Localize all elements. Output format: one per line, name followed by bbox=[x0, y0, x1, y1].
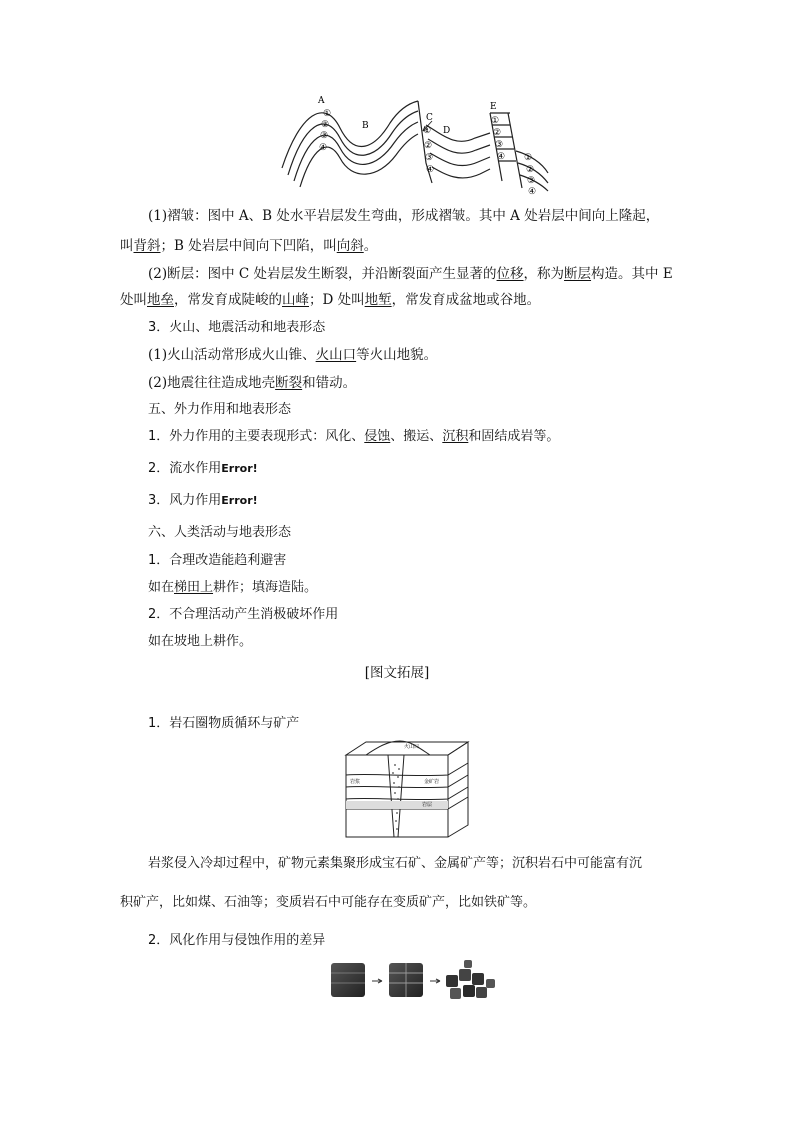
layer-mark: ① bbox=[323, 109, 332, 119]
layer-mark: ④ bbox=[319, 143, 328, 153]
layer-mark: ② bbox=[424, 141, 433, 151]
layer-mark: ④ bbox=[528, 187, 537, 197]
wind-action-line: 3．风力作用Error! bbox=[148, 493, 258, 508]
layer-mark: ① bbox=[524, 153, 533, 163]
layer-mark: ③ bbox=[425, 153, 434, 163]
external-forces-line: 1．外力作用的主要表现形式：风化、侵蚀、搬运、沉积和固结成岩等。 bbox=[148, 429, 560, 444]
slope-line: 如在坡地上耕作。 bbox=[148, 634, 253, 649]
label-D: D bbox=[443, 126, 451, 136]
section-6-heading: 六、人类活动与地表形态 bbox=[148, 525, 292, 540]
section-5-heading: 五、外力作用和地表形态 bbox=[148, 402, 292, 417]
reasonable-line: 1．合理改造能趋利避害 bbox=[148, 553, 287, 568]
label-E: E bbox=[490, 102, 497, 112]
label-C: C bbox=[426, 113, 433, 123]
terrace-line: 如在梯田上耕作；填海造陆。 bbox=[148, 580, 318, 595]
answer-displacement: 位移 bbox=[496, 266, 524, 282]
fault-paragraph-line1: (2)断层：图中 C 处岩层发生断裂，并沿断裂面产生显著的位移，称为断层构造。其中 E bbox=[148, 266, 673, 282]
layer-mark: ② bbox=[493, 128, 502, 138]
rock-cycle-paragraph-line2: 积矿产，比如煤、石油等；变质岩石中可能存在变质矿产，比如铁矿等。 bbox=[120, 895, 537, 910]
answer-fracture: 断裂 bbox=[275, 375, 303, 391]
layer-mark: ③ bbox=[320, 131, 329, 141]
fold-paragraph-line2: 叫背斜；B 处岩层中间向下凹陷，叫向斜。 bbox=[120, 238, 378, 254]
stratum-label: 岩层 bbox=[422, 802, 433, 808]
magma-label: 岩浆 bbox=[350, 779, 361, 785]
answer-horst: 地垒 bbox=[147, 292, 174, 308]
answer-erosion: 侵蚀 bbox=[364, 429, 391, 444]
error-field: Error! bbox=[221, 462, 258, 475]
fault-paragraph-line2: 处叫地垒，常发育成陡峻的山峰；D 处叫地堑，常发育成盆地或谷地。 bbox=[120, 292, 541, 308]
section-3-heading: 3．火山、地震活动和地表形态 bbox=[148, 320, 326, 335]
layer-mark: ④ bbox=[426, 165, 435, 175]
rock-cycle-heading: 1．岩石圈物质循环与矿产 bbox=[148, 716, 300, 731]
layer-mark: ④ bbox=[497, 152, 506, 162]
answer-syncline: 向斜 bbox=[336, 238, 364, 254]
rock-cycle-paragraph-line1: 岩浆侵入冷却过程中，矿物元素集聚形成宝石矿、金属矿产等；沉积岩石中可能富有沉 bbox=[148, 856, 643, 871]
layer-mark: ③ bbox=[527, 176, 536, 186]
extension-title: [图文拓展] bbox=[364, 665, 430, 681]
weathering-heading: 2．风化作用与侵蚀作用的差异 bbox=[148, 933, 326, 948]
crater-label: 火山口 bbox=[404, 744, 420, 750]
answer-anticline: 背斜 bbox=[133, 238, 161, 254]
volcano-line: (1)火山活动常形成火山锥、火山口等火山地貌。 bbox=[148, 347, 438, 363]
answer-peak: 山峰 bbox=[282, 292, 309, 308]
earthquake-line: (2)地震往往造成地壳断裂和错动。 bbox=[148, 375, 357, 391]
layer-mark: ① bbox=[423, 126, 432, 136]
label-B: B bbox=[362, 121, 369, 131]
layer-mark: ① bbox=[491, 116, 500, 126]
answer-graben: 地堑 bbox=[364, 292, 392, 308]
fold-fault-diagram bbox=[280, 93, 550, 198]
fold-paragraph-line1: (1)褶皱：图中 A、B 处水平岩层发生弯曲，形成褶皱。其中 A 处岩层中间向上隆起， bbox=[148, 208, 660, 224]
layer-mark: ② bbox=[321, 120, 330, 130]
answer-terrace: 梯田上 bbox=[174, 580, 214, 595]
water-action-line: 2．流水作用Error! bbox=[148, 461, 258, 476]
answer-fault: 断层 bbox=[564, 266, 592, 282]
error-field: Error! bbox=[221, 494, 258, 507]
label-A: A bbox=[318, 96, 325, 106]
answer-crater: 火山口 bbox=[315, 347, 357, 363]
layer-mark: ③ bbox=[495, 140, 504, 150]
ore-label: 金矿岩 bbox=[424, 779, 440, 785]
weathering-diagram bbox=[326, 955, 502, 1007]
unreasonable-line: 2．不合理活动产生消极破坏作用 bbox=[148, 607, 339, 622]
rock-cycle-diagram bbox=[338, 737, 478, 839]
answer-deposition: 沉积 bbox=[442, 429, 469, 444]
layer-mark: ② bbox=[526, 165, 535, 175]
